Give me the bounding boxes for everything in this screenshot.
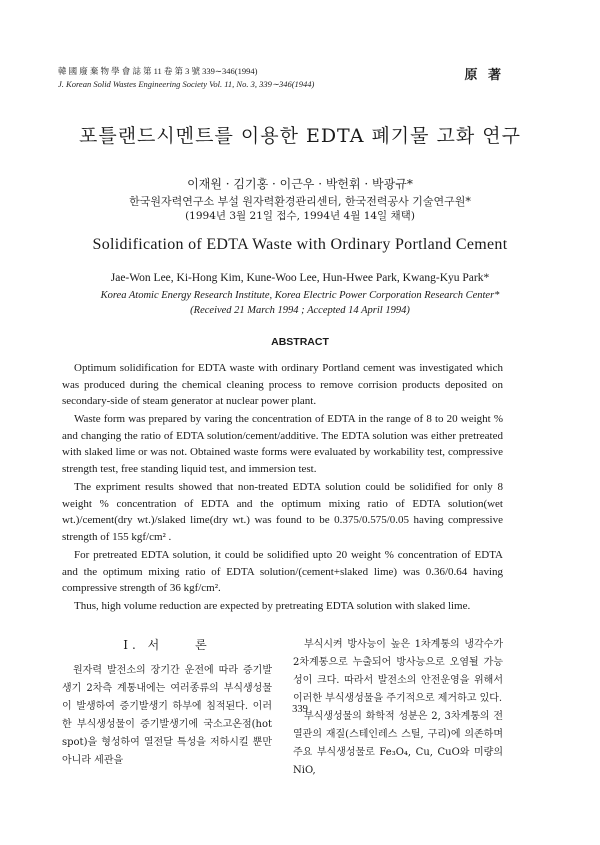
page-number: 339 bbox=[292, 704, 308, 715]
authors-korean: 이재원 · 김기홍 · 이근우 · 박헌휘 · 박광규* bbox=[187, 177, 413, 191]
journal-citation-korean: 韓 國 廢 棄 物 學 會 誌 第 11 卷 第 3 號 339∼346(1994) bbox=[58, 66, 258, 76]
section-heading-introduction: Ⅰ. 서 론 bbox=[123, 638, 211, 652]
authors-english: Jae-Won Lee, Ki-Hong Kim, Kune-Woo Lee, Hun-Hwee Park, Kwang-Kyu Park* bbox=[110, 272, 490, 284]
affiliation-english: Korea Atomic Energy Research Institute, Korea Electric Power Corporation Research Center* bbox=[100, 290, 500, 301]
journal-citation-english: J. Korean Solid Wastes Engineering Society Vol. 11, No. 3, 339∼346(1944) bbox=[58, 79, 315, 89]
paper-title-english: Solidification of EDTA Waste with Ordinary Portland Cement bbox=[92, 236, 508, 253]
body-paragraph: 원자력 발전소의 장기간 운전에 따라 증기발생기 2차측 계통내에는 여러종류의 부식생성물이 발생하여 증기발생기 하부에 침적된다. 이러한 부식생성물이 증기발생기에 국소고온점(hot spot)을 형성하여 열전달 특성을 저하시킬 뿐만아니라 세관을 bbox=[62, 665, 272, 766]
dates-english: (Received 21 March 1994 ; Accepted 14 April 1994) bbox=[190, 305, 410, 316]
abstract-paragraph: Optimum solidification for EDTA waste with ordinary Portland cement was investigated which was produced during the chemical cleaning process to remove corrision products deposited on secondary-side of steam generator at nuclear power plant. bbox=[62, 362, 503, 408]
abstract-heading: ABSTRACT bbox=[271, 336, 329, 348]
abstract-paragraph: Thus, high volume reduction are expected by pretreating EDTA solution with slaked lime. bbox=[74, 600, 471, 613]
abstract-paragraph: Waste form was prepared by varing the concentration of EDTA in the range of 8 to 20 weight % and changing the ratio of EDTA solution/cement/additive. The EDTA solution was either pretreated with slaked lime or was not. Obtained waste forms were evaluated by workability test, compressive strength test, free standing liquid test, and immersion test. bbox=[62, 413, 503, 476]
body-paragraph: 부식생성물의 화학적 성분은 2, 3차계통의 전열관의 재질(스테인레스 스틸, 구리)에 의존하며 주요 부식생성물로 Fe₃O₄, Cu, CuO와 미량의 NiO, bbox=[293, 711, 503, 776]
body-paragraph: 부식시켜 방사능이 높은 1차계통의 냉각수가 2차계통으로 누출되어 방사능으로 오염될 가능성이 크다. 따라서 발전소의 안전운영을 위해서 이러한 부식생성물을 주기적으로 제거하고 있다. bbox=[293, 639, 503, 704]
paper-title-korean: 포틀랜드시멘트를 이용한 EDTA 폐기물 고화 연구 bbox=[78, 125, 522, 147]
abstract-paragraph: For pretreated EDTA solution, it could be solidified upto 20 weight % concentration of EDTA and the optimum mixing ratio of EDTA solution/(cement+slaked lime) was 0.36/0.64 having compressive strength of 36 kgf/cm². bbox=[62, 549, 503, 595]
affiliation-korean: 한국원자력연구소 부설 원자력환경관리센터, 한국전력공사 기술연구원* bbox=[129, 195, 471, 208]
abstract-body bbox=[62, 360, 503, 616]
article-type-label: 原 著 bbox=[464, 68, 504, 83]
abstract-paragraph: The expriment results showed that non-treated EDTA solution could be solidified for only 8 weight % concentration of EDTA and the optimum mixing ratio of EDTA solution(wet wt.)/cement(dry wt.)/slaked lime(dry wt.) was found to be 0.375/0.575/0.05 having compressive strength of 155 kgf/cm² . bbox=[62, 481, 503, 543]
dates-korean: (1994년 3월 21일 접수, 1994년 4월 14일 채택) bbox=[185, 210, 415, 222]
body-column-left bbox=[62, 636, 272, 770]
